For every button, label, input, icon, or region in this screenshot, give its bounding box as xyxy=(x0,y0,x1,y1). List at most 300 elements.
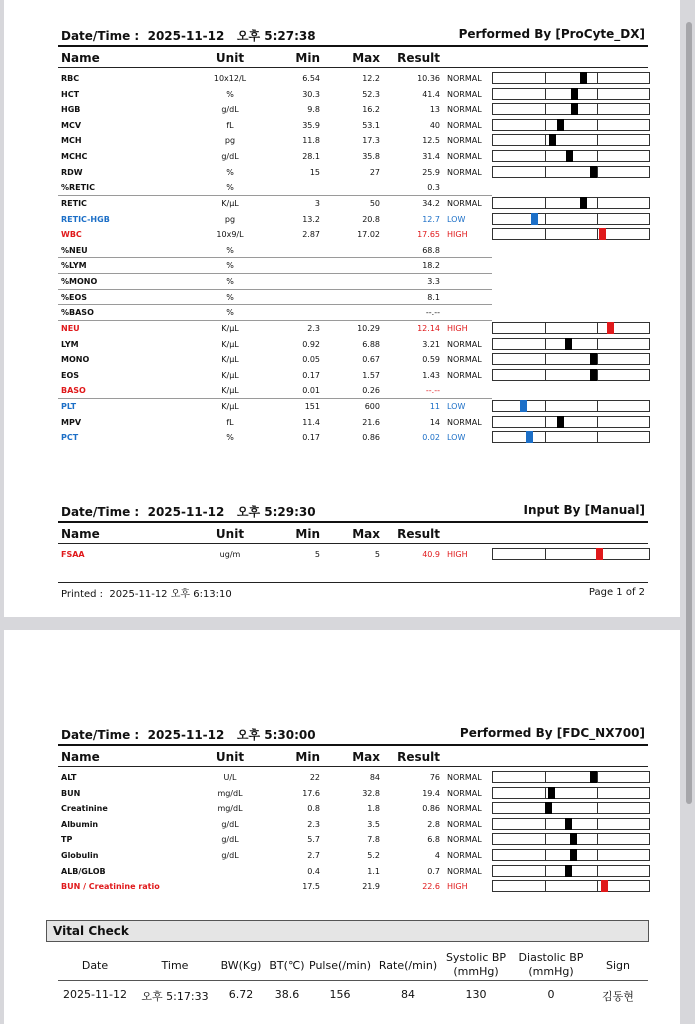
range-divider xyxy=(597,819,598,829)
range-divider xyxy=(597,214,598,224)
test-max: 1.57 xyxy=(362,370,380,380)
range-divider xyxy=(545,834,546,844)
test-flag: NORMAL xyxy=(447,355,482,365)
vital-header: Pulse(/min) xyxy=(309,959,371,972)
test-flag: NORMAL xyxy=(447,152,482,162)
range-divider xyxy=(597,89,598,99)
test-result: 19.4 xyxy=(422,788,440,798)
test-min: 22 xyxy=(309,773,320,782)
range-divider xyxy=(597,323,598,333)
report3-datetime xyxy=(61,726,316,743)
test-max: 53.1 xyxy=(362,120,380,130)
range-bar xyxy=(492,213,650,225)
test-flag: LOW xyxy=(447,214,466,224)
test-flag: NORMAL xyxy=(447,89,482,99)
range-divider xyxy=(545,339,546,349)
test-flag: NORMAL xyxy=(447,105,482,115)
test-unit: 10x12/L xyxy=(213,74,247,83)
range-divider xyxy=(545,370,546,380)
range-bar xyxy=(492,400,650,412)
printed-value: 2025-11-12 오후 6:13:10 xyxy=(109,589,232,600)
test-unit: g/dL xyxy=(221,152,239,162)
col-header-name: Name xyxy=(61,527,100,541)
test-result: 0.02 xyxy=(422,433,440,443)
col-header-name: Name xyxy=(61,51,100,65)
col-header-max: Max xyxy=(352,750,380,764)
col-header-unit: Unit xyxy=(215,51,245,65)
datetime-time: 오후 5:29:30 xyxy=(236,505,316,519)
report2-datetime xyxy=(61,503,316,520)
test-flag: NORMAL xyxy=(447,819,482,829)
divider xyxy=(58,766,648,767)
test-unit: K/μL xyxy=(221,323,239,333)
test-name: RETIC-HGB xyxy=(61,214,110,224)
range-divider xyxy=(545,549,546,559)
range-bar xyxy=(492,431,650,443)
test-unit: g/dL xyxy=(221,105,239,115)
test-result: 8.1 xyxy=(427,292,440,302)
range-bar xyxy=(492,72,650,84)
vital-value: 김동현 xyxy=(602,990,634,1003)
test-max: 32.8 xyxy=(362,788,380,798)
range-bar xyxy=(492,322,650,334)
range-divider xyxy=(545,432,546,442)
range-divider xyxy=(545,417,546,427)
datetime-date: 2025-11-12 xyxy=(147,728,225,742)
range-divider xyxy=(545,401,546,411)
vital-value: 156 xyxy=(329,988,351,1001)
test-flag: NORMAL xyxy=(447,866,482,876)
test-max: 0.26 xyxy=(362,386,380,396)
test-unit: g/dL xyxy=(221,835,239,845)
test-flag: LOW xyxy=(447,402,466,412)
col-header-unit: Unit xyxy=(215,527,245,541)
test-min: 0.01 xyxy=(302,386,320,396)
test-unit: ug/m xyxy=(219,550,241,559)
test-max: 16.2 xyxy=(362,105,380,115)
test-flag: NORMAL xyxy=(447,804,482,814)
range-divider xyxy=(597,354,598,364)
test-name: NEU xyxy=(61,323,80,333)
test-max: 20.8 xyxy=(362,214,380,224)
range-bar xyxy=(492,228,650,240)
col-header-name: Name xyxy=(61,750,100,764)
range-divider xyxy=(545,850,546,860)
test-result: 11 xyxy=(429,402,440,412)
test-result: 0.3 xyxy=(427,183,440,193)
test-name: RBC xyxy=(61,74,80,83)
test-min: 17.5 xyxy=(302,882,320,892)
result-marker xyxy=(580,197,587,209)
range-divider xyxy=(545,323,546,333)
range-bar xyxy=(492,771,650,783)
test-unit: K/μL xyxy=(221,402,239,412)
test-unit: mg/dL xyxy=(217,788,243,798)
range-divider xyxy=(597,229,598,239)
result-marker xyxy=(566,150,573,162)
vital-header: Time xyxy=(161,959,189,972)
result-marker xyxy=(590,166,597,178)
test-flag: HIGH xyxy=(447,882,468,892)
vital-header: Date xyxy=(81,959,109,972)
range-divider xyxy=(545,214,546,224)
test-min: 11.8 xyxy=(302,136,320,146)
vital-header: BW(Kg) xyxy=(220,959,262,972)
test-min: 5.7 xyxy=(307,835,320,845)
result-marker xyxy=(557,119,564,131)
result-marker xyxy=(520,400,527,412)
range-bar xyxy=(492,369,650,381)
range-divider xyxy=(597,417,598,427)
test-name: LYM xyxy=(61,339,79,349)
test-flag: NORMAL xyxy=(447,74,482,83)
test-min: 0.92 xyxy=(302,339,320,349)
test-name: PCT xyxy=(61,433,79,443)
test-max: 10.29 xyxy=(357,323,380,333)
test-min: 2.3 xyxy=(307,323,320,333)
range-bar xyxy=(492,150,650,162)
test-name: MCHC xyxy=(61,152,88,162)
range-divider xyxy=(545,151,546,161)
test-name: %EOS xyxy=(61,292,88,302)
range-divider xyxy=(597,881,598,891)
test-result: 12.14 xyxy=(417,323,440,333)
test-flag: NORMAL xyxy=(447,339,482,349)
test-name: EOS xyxy=(61,370,80,380)
test-result: 18.2 xyxy=(422,261,440,271)
range-divider xyxy=(597,339,598,349)
test-max: 0.86 xyxy=(362,433,380,443)
test-result: 13 xyxy=(429,105,440,115)
test-result: 40.9 xyxy=(422,550,440,559)
result-marker xyxy=(570,849,577,861)
test-min: 0.17 xyxy=(302,433,320,443)
test-result: 2.8 xyxy=(427,819,440,829)
result-marker xyxy=(580,72,587,84)
vital-value: 오후 5:17:33 xyxy=(141,990,209,1003)
range-divider xyxy=(597,167,598,177)
range-divider xyxy=(597,772,598,782)
range-divider xyxy=(545,819,546,829)
test-unit: K/μL xyxy=(221,339,239,349)
test-name: HCT xyxy=(61,89,80,99)
test-unit: K/μL xyxy=(221,355,239,365)
range-bar xyxy=(492,103,650,115)
test-name: FSAA xyxy=(61,550,85,559)
test-max: 52.3 xyxy=(362,89,380,99)
test-min: 30.3 xyxy=(302,89,320,99)
test-result: 4 xyxy=(434,851,440,861)
vital-header: Rate(/min) xyxy=(378,959,438,972)
result-marker xyxy=(565,865,572,877)
footer-divider xyxy=(58,582,648,583)
vital-value: 38.6 xyxy=(274,988,300,1001)
vital-header: Systolic BP (mmHg) xyxy=(445,951,507,978)
test-result: --.-- xyxy=(425,308,440,318)
test-max: 21.9 xyxy=(362,882,380,892)
test-min: 28.1 xyxy=(302,152,320,162)
test-unit: % xyxy=(226,261,234,271)
datetime-label: Date/Time : xyxy=(61,29,140,43)
test-unit: % xyxy=(226,433,234,443)
result-marker xyxy=(601,880,608,892)
test-result: 40 xyxy=(429,120,440,130)
test-min: 5 xyxy=(314,550,320,559)
test-unit: g/dL xyxy=(221,851,239,861)
col-header-unit: Unit xyxy=(215,750,245,764)
range-divider xyxy=(597,803,598,813)
test-name: MCV xyxy=(61,120,82,130)
test-max: 600 xyxy=(364,402,380,412)
report1-datetime xyxy=(61,27,316,44)
test-result: 22.6 xyxy=(422,882,440,892)
test-flag: NORMAL xyxy=(447,370,482,380)
range-bar xyxy=(492,802,650,814)
test-max: 35.8 xyxy=(362,152,380,162)
report3-performed-by: Performed By [FDC_NX700] xyxy=(459,726,645,740)
test-result: 12.5 xyxy=(422,136,440,146)
range-bar xyxy=(492,88,650,100)
test-result: 0.7 xyxy=(427,866,440,876)
range-bar xyxy=(492,134,650,146)
col-header-result: Result xyxy=(397,51,440,65)
test-unit: % xyxy=(226,277,234,287)
result-marker xyxy=(548,787,555,799)
test-result: 0.59 xyxy=(422,355,440,365)
test-name: HGB xyxy=(61,105,81,115)
range-bar xyxy=(492,818,650,830)
test-name: ALT xyxy=(61,773,77,782)
test-flag: NORMAL xyxy=(447,788,482,798)
test-min: 6.54 xyxy=(302,74,320,83)
test-result: 10.36 xyxy=(417,74,440,83)
test-result: 3.3 xyxy=(427,277,440,287)
col-header-max: Max xyxy=(352,51,380,65)
test-max: 7.8 xyxy=(367,835,380,845)
test-result: --.-- xyxy=(425,386,440,396)
range-divider xyxy=(597,370,598,380)
vital-check-title: Vital Check xyxy=(46,920,649,942)
col-header-max: Max xyxy=(352,527,380,541)
test-unit: pg xyxy=(224,136,236,146)
test-max: 1.1 xyxy=(367,866,380,876)
vital-value: 0 xyxy=(547,988,555,1001)
range-divider xyxy=(545,866,546,876)
test-flag: NORMAL xyxy=(447,417,482,427)
test-name: %NEU xyxy=(61,245,88,255)
test-result: 25.9 xyxy=(422,167,440,177)
test-flag: NORMAL xyxy=(447,167,482,177)
test-unit: % xyxy=(226,308,234,318)
vital-value: 2025-11-12 xyxy=(63,988,127,1001)
range-divider xyxy=(545,89,546,99)
range-bar xyxy=(492,197,650,209)
range-divider xyxy=(545,73,546,83)
test-max: 5 xyxy=(374,550,380,559)
result-marker xyxy=(590,369,597,381)
range-divider xyxy=(545,135,546,145)
test-max: 17.3 xyxy=(362,136,380,146)
test-name: MPV xyxy=(61,417,82,427)
datetime-date: 2025-11-12 xyxy=(147,505,225,519)
range-bar xyxy=(492,787,650,799)
vital-header: BT(℃) xyxy=(269,959,305,972)
scrollbar[interactable] xyxy=(686,22,692,804)
test-max: 27 xyxy=(369,167,380,177)
report-page-2 xyxy=(4,630,680,1024)
test-unit: g/dL xyxy=(221,819,239,829)
divider xyxy=(58,521,648,523)
test-name: Albumin xyxy=(61,819,99,829)
test-result: 41.4 xyxy=(422,89,440,99)
test-unit: K/μL xyxy=(221,370,239,380)
range-divider xyxy=(545,881,546,891)
test-flag: HIGH xyxy=(447,550,468,559)
test-unit: fL xyxy=(226,417,234,427)
test-max: 84 xyxy=(369,773,380,782)
test-name: %MONO xyxy=(61,277,98,287)
range-divider xyxy=(597,151,598,161)
test-unit: % xyxy=(226,89,234,99)
range-divider xyxy=(597,432,598,442)
test-unit: K/μL xyxy=(221,386,239,396)
report1-performed-by: Performed By [ProCyte_DX] xyxy=(458,27,645,41)
col-header-result: Result xyxy=(397,750,440,764)
range-divider xyxy=(545,167,546,177)
range-bar xyxy=(492,353,650,365)
test-flag: NORMAL xyxy=(447,120,482,130)
vital-header: Sign xyxy=(606,959,630,972)
range-bar xyxy=(492,865,650,877)
divider xyxy=(58,543,648,544)
test-unit: K/μL xyxy=(221,198,239,208)
test-min: 15 xyxy=(309,167,320,177)
test-flag: NORMAL xyxy=(447,773,482,782)
test-flag: HIGH xyxy=(447,230,468,240)
test-name: WBC xyxy=(61,230,82,240)
test-unit: % xyxy=(226,245,234,255)
test-flag: NORMAL xyxy=(447,198,482,208)
col-header-min: Min xyxy=(295,51,320,65)
vital-value: 84 xyxy=(401,988,415,1001)
test-max: 6.88 xyxy=(362,339,380,349)
range-divider xyxy=(597,866,598,876)
test-flag: NORMAL xyxy=(447,136,482,146)
test-result: 17.65 xyxy=(417,230,440,240)
test-flag: NORMAL xyxy=(447,851,482,861)
test-flag: NORMAL xyxy=(447,835,482,845)
test-name: MONO xyxy=(61,355,90,365)
test-unit: 10x9/L xyxy=(216,230,244,240)
test-min: 9.8 xyxy=(307,105,320,115)
page-number: Page 1 of 2 xyxy=(588,587,645,598)
test-max: 5.2 xyxy=(367,851,380,861)
test-min: 3 xyxy=(314,198,320,208)
range-divider xyxy=(545,772,546,782)
vital-value: 130 xyxy=(465,988,487,1001)
result-marker xyxy=(565,338,572,350)
result-marker xyxy=(590,353,597,365)
result-marker xyxy=(596,548,603,560)
test-unit: % xyxy=(226,292,234,302)
test-name: RDW xyxy=(61,167,83,177)
range-divider xyxy=(597,135,598,145)
divider xyxy=(58,744,648,746)
test-result: 31.4 xyxy=(422,152,440,162)
report2-input-by: Input By [Manual] xyxy=(523,503,645,517)
test-min: 35.9 xyxy=(302,120,320,130)
test-max: 21.6 xyxy=(362,417,380,427)
range-divider xyxy=(545,198,546,208)
test-name: %LYM xyxy=(61,261,87,271)
test-max: 50 xyxy=(369,198,380,208)
test-min: 11.4 xyxy=(302,417,320,427)
divider xyxy=(58,67,648,68)
range-bar xyxy=(492,833,650,845)
test-min: 0.8 xyxy=(307,804,320,814)
test-name: RETIC xyxy=(61,198,87,208)
range-bar xyxy=(492,119,650,131)
test-flag: HIGH xyxy=(447,323,468,333)
range-bar xyxy=(492,338,650,350)
range-divider xyxy=(597,104,598,114)
range-bar xyxy=(492,880,650,892)
test-name: Creatinine xyxy=(61,804,108,814)
test-min: 2.7 xyxy=(307,851,320,861)
test-unit: U/L xyxy=(223,773,237,782)
range-divider xyxy=(545,104,546,114)
test-min: 2.3 xyxy=(307,819,320,829)
result-marker xyxy=(531,213,538,225)
datetime-date: 2025-11-12 xyxy=(147,29,225,43)
test-name: TP xyxy=(61,835,73,845)
result-marker xyxy=(549,134,556,146)
range-bar xyxy=(492,849,650,861)
test-result: 6.8 xyxy=(427,835,440,845)
range-divider xyxy=(597,120,598,130)
datetime-time: 오후 5:30:00 xyxy=(236,728,316,742)
test-name: MCH xyxy=(61,136,82,146)
test-name: ALB/GLOB xyxy=(61,866,106,876)
result-marker xyxy=(565,818,572,830)
test-name: %BASO xyxy=(61,308,94,318)
test-unit: pg xyxy=(224,214,236,224)
result-marker xyxy=(557,416,564,428)
test-result: 12.7 xyxy=(422,214,440,224)
range-bar xyxy=(492,416,650,428)
range-divider xyxy=(597,850,598,860)
datetime-time: 오후 5:27:38 xyxy=(236,29,316,43)
test-unit: fL xyxy=(226,120,234,130)
range-divider xyxy=(597,788,598,798)
test-name: %RETIC xyxy=(61,183,95,193)
test-min: 13.2 xyxy=(302,214,320,224)
result-marker xyxy=(590,771,597,783)
test-result: 34.2 xyxy=(422,198,440,208)
result-marker xyxy=(599,228,606,240)
test-min: 17.6 xyxy=(302,788,320,798)
test-name: BUN xyxy=(61,788,81,798)
test-result: 14 xyxy=(429,417,440,427)
test-max: 17.02 xyxy=(357,230,380,240)
test-result: 1.43 xyxy=(422,370,440,380)
vital-value: 6.72 xyxy=(228,988,254,1001)
col-header-result: Result xyxy=(397,527,440,541)
test-unit: % xyxy=(226,183,234,193)
range-divider xyxy=(597,834,598,844)
report-page-1 xyxy=(4,0,680,617)
result-marker xyxy=(571,103,578,115)
